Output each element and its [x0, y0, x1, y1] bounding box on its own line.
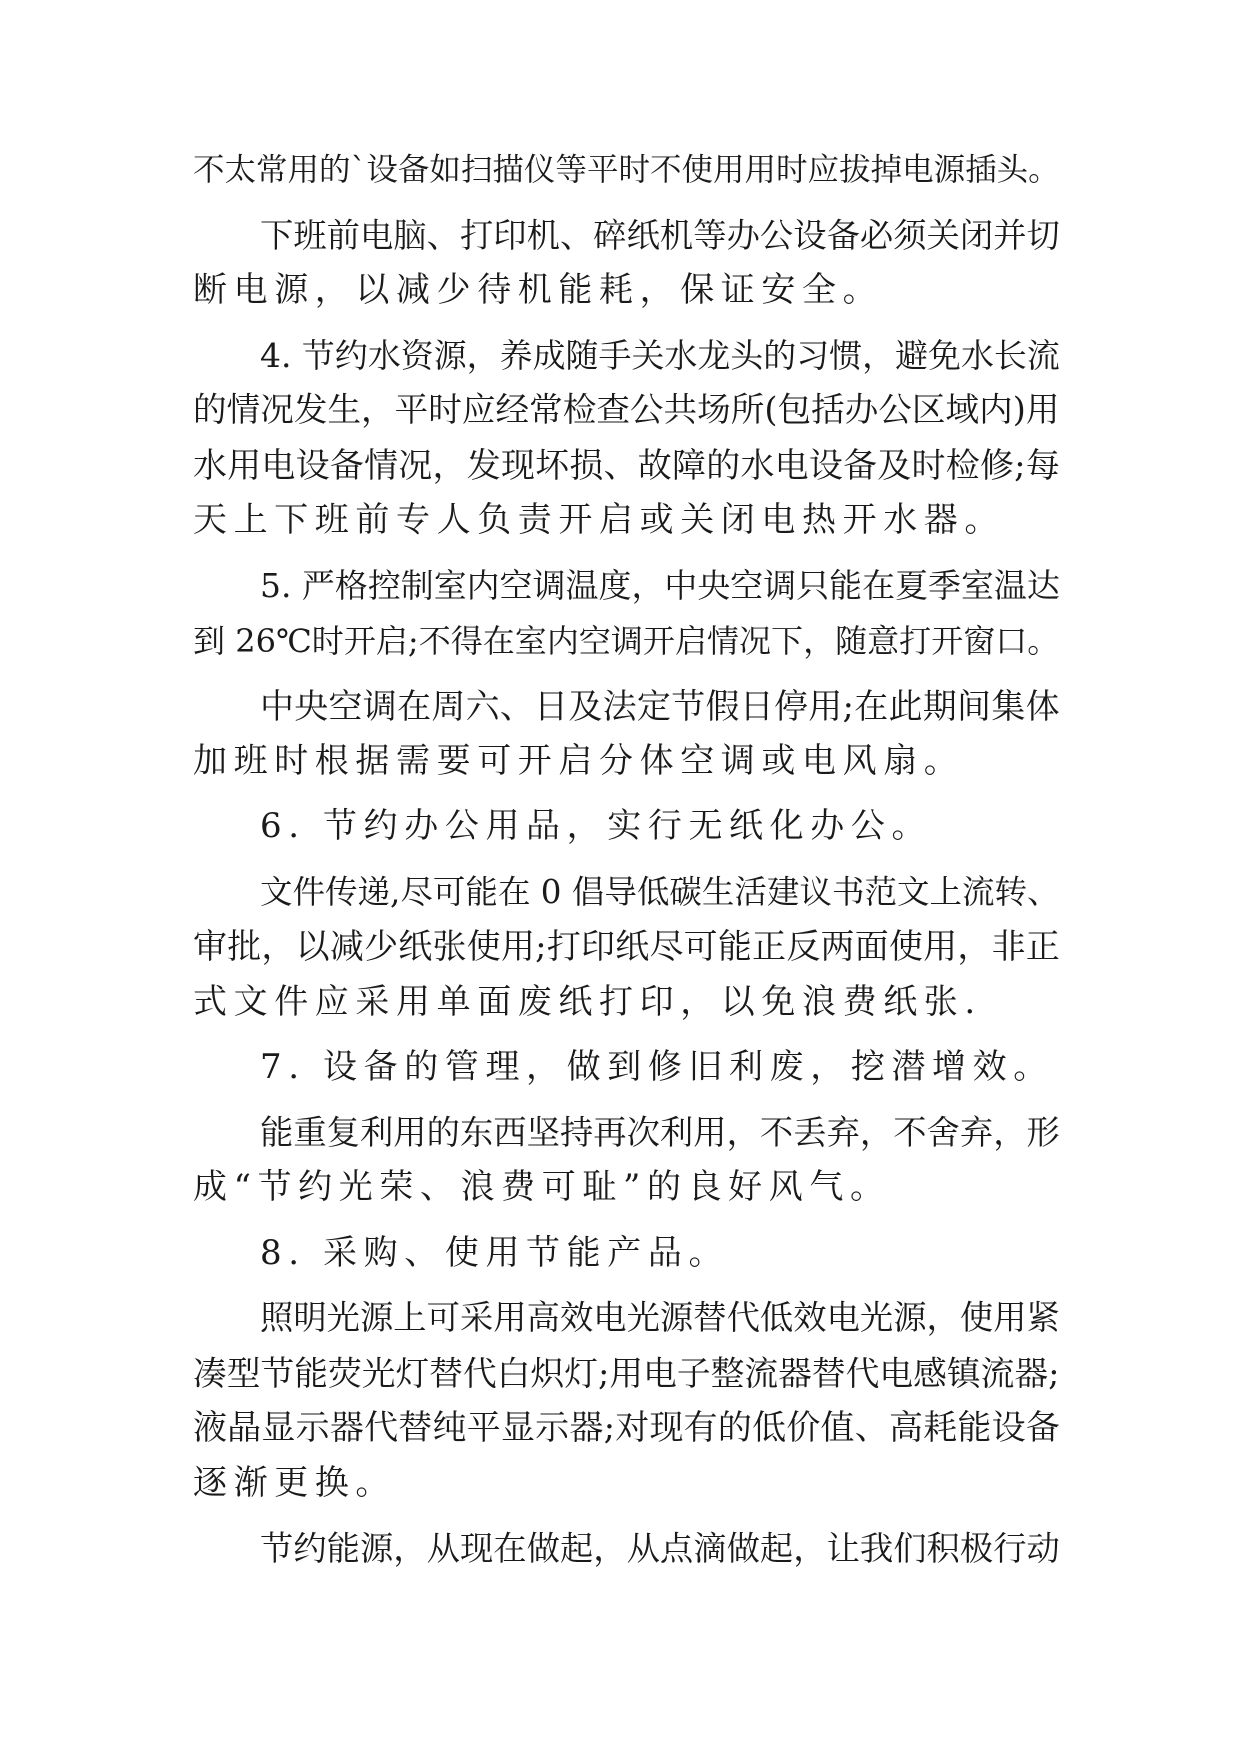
text-line-5: 的情况发生，平时应经常检查公共场所(包括办公区域内)用: [193, 390, 1060, 429]
text-line-8: 5. 严格控制室内空调温度，中央空调只能在夏季室温达: [260, 566, 1060, 605]
text-line-9: 到 26℃时开启;不得在室内空调开启情况下，随意打开窗口。: [193, 622, 1060, 660]
text-line-3: 断电源，以减少待机能耗，保证安全。: [193, 270, 884, 310]
text-line-19: 8. 采购、使用节能产品。: [260, 1233, 730, 1273]
text-line-16: 7. 设备的管理，做到修旧利废，挖潜增效。: [260, 1047, 1054, 1087]
text-line-22: 液晶显示器代替纯平显示器;对现有的低价值、高耗能设备: [193, 1408, 1061, 1448]
text-line-18: 成“节约光荣、浪费可耻”的良好风气。: [193, 1167, 891, 1207]
text-line-4: 4. 节约水资源，养成随手关水龙头的习惯，避免水长流: [260, 336, 1060, 375]
text-line-14: 审批，以减少纸张使用;打印纸尽可能正反两面使用，非正: [193, 927, 1061, 967]
text-line-13: 文件传递,尽可能在 0 倡导低碳生活建议书范文上流转、: [260, 873, 1060, 911]
text-line-7: 天上下班前专人负责开启或关闭电热开水器。: [193, 500, 1005, 540]
text-line-17: 能重复利用的东西坚持再次利用，不丢弃，不舍弃，形: [260, 1113, 1060, 1152]
text-line-24: 节约能源，从现在做起，从点滴做起，让我们积极行动: [260, 1529, 1060, 1568]
text-line-23: 逐渐更换。: [193, 1463, 396, 1503]
text-line-21: 凑型节能荧光灯替代白炽灯;用电子整流器替代电感镇流器;: [193, 1354, 1060, 1393]
text-line-2: 下班前电脑、打印机、碎纸机等办公设备必须关闭并切: [260, 216, 1060, 255]
text-line-1: 不太常用的`设备如扫描仪等平时不使用用时应拔掉电源插头。: [193, 152, 1060, 188]
text-line-15: 式文件应采用单面废纸打印，以免浪费纸张.: [193, 982, 982, 1022]
text-line-11: 加班时根据需要可开启分体空调或电风扇。: [193, 741, 965, 781]
text-line-12: 6. 节约办公用品，实行无纸化办公。: [260, 806, 933, 846]
text-line-10: 中央空调在周六、日及法定节假日停用;在此期间集体: [260, 687, 1060, 727]
text-line-6: 水用电设备情况，发现坏损、故障的水电设备及时检修;每: [193, 446, 1061, 486]
text-line-20: 照明光源上可采用高效电光源替代低效电光源，使用紧: [260, 1298, 1060, 1337]
